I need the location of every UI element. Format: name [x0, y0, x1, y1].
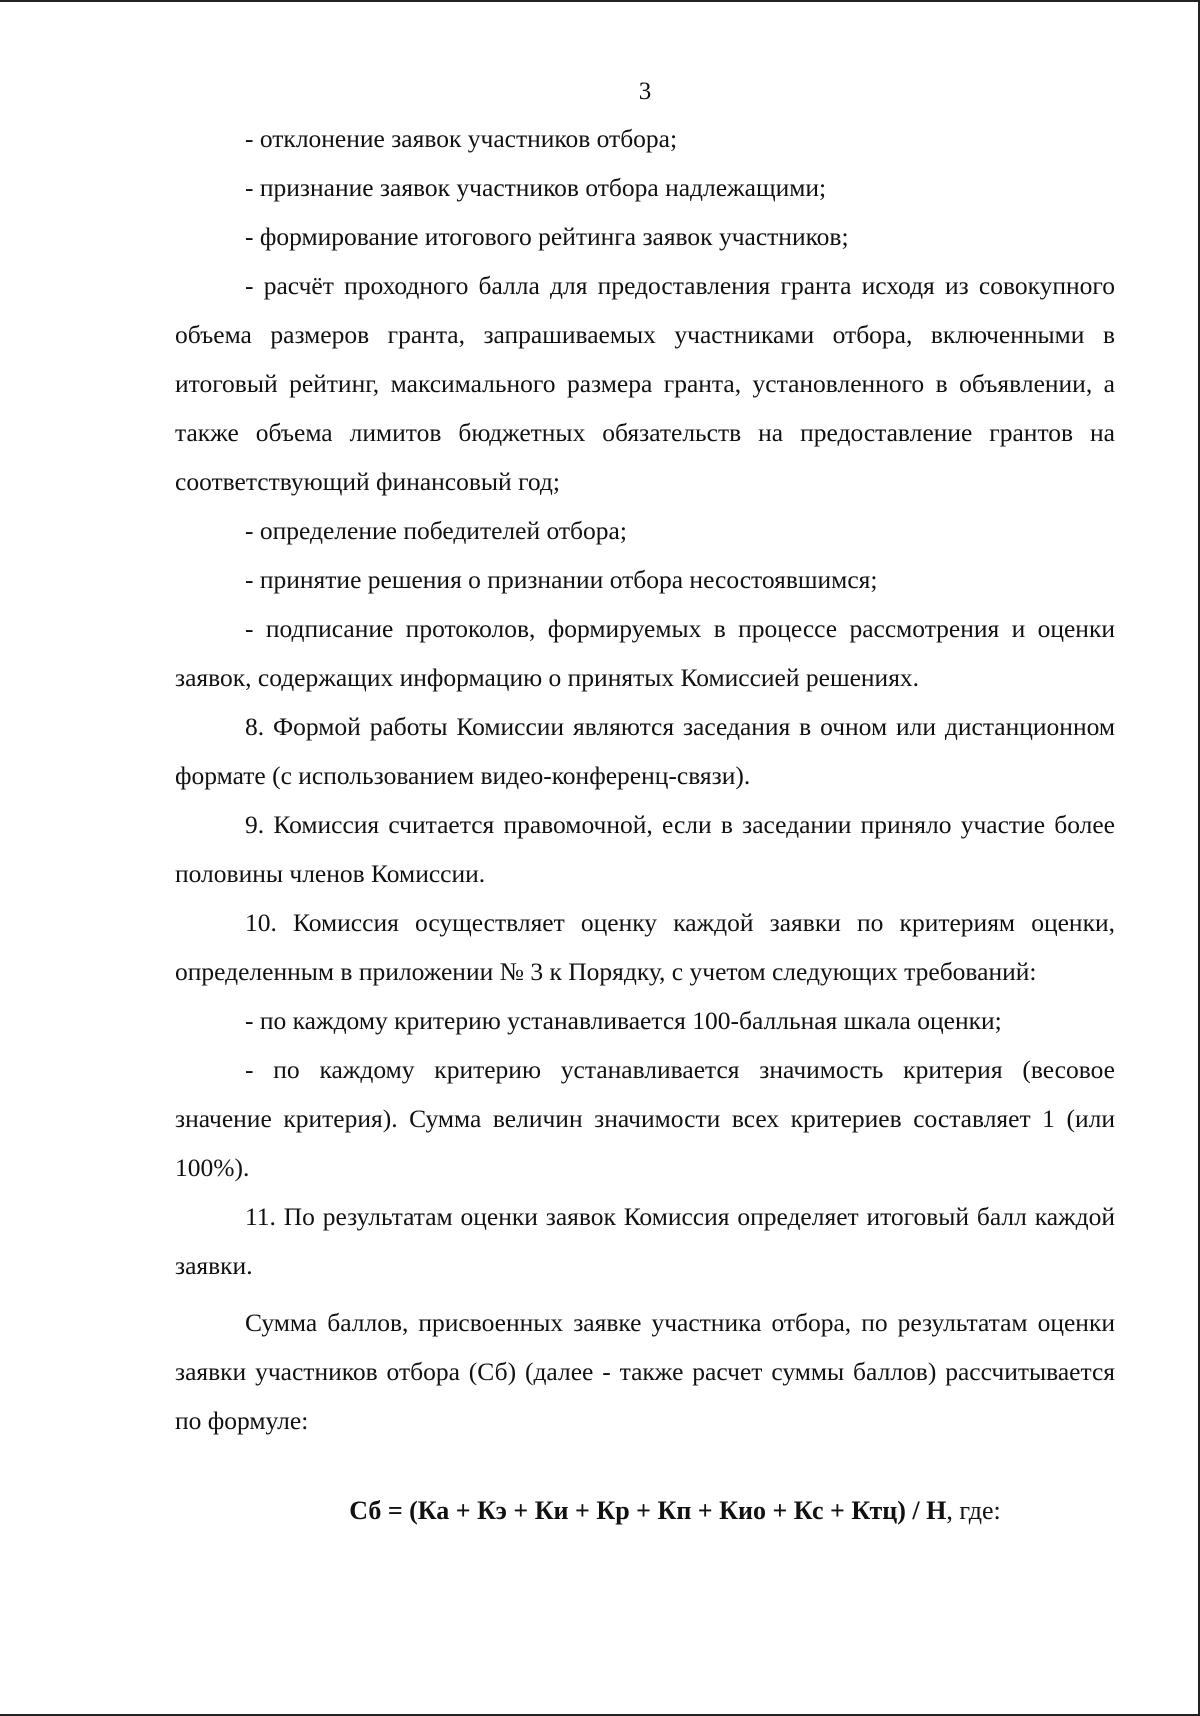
paragraph: - формирование итогового рейтинга заявок участников; [245, 222, 849, 251]
paragraph: - отклонение заявок участников отбора; [245, 124, 678, 153]
document-body [175, 114, 1115, 1535]
formula-tail: , где: [946, 1496, 1001, 1525]
paragraph: - по каждому критерию устанавливается 100-балльная шкала оценки; [245, 1006, 1002, 1035]
paragraph: - по каждому критерию устанавливается значимость критерия (весовое значение критерия). Сумма величин значимости всех критериев составляет 1 (или 100%). [175, 1055, 1115, 1182]
paragraph: 9. Комиссия считается правомочной, если в заседании приняло участие более половины членов Комиссии. [175, 810, 1115, 888]
paragraph: - принятие решения о признании отбора несостоявшимся; [245, 565, 878, 594]
paragraph: Сумма баллов, присвоенных заявке участника отбора, по результатам оценки заявки участников отбора (Сб) (далее - также расчет суммы баллов) рассчитывается по формуле: [175, 1308, 1115, 1435]
formula [175, 1486, 1115, 1535]
paragraph: - определение победителей отбора; [245, 516, 627, 545]
scan-edge-top [0, 0, 1200, 2]
formula-expression: Сб = (Ка + Кэ + Ки + Кр + Кп + Кио + Кс + Ктц) / Н [349, 1496, 947, 1525]
paragraph: - расчёт проходного балла для предоставления гранта исходя из совокупного объема размеров гранта, запрашиваемых участниками отбора, включенными в итоговый рейтинг, максимального размера гранта, установленного в объявлении, а также объема лимитов бюджетных обязательств на предоставление грантов на соответствующий финансовый год; [175, 271, 1115, 496]
paragraph: 11. По результатам оценки заявок Комиссия определяет итоговый балл каждой заявки. [175, 1202, 1115, 1280]
paragraph: 10. Комиссия осуществляет оценку каждой заявки по критериям оценки, определенным в приложении № 3 к Порядку, с учетом следующих требований: [175, 908, 1115, 986]
paragraph: - признание заявок участников отбора надлежащими; [245, 173, 827, 202]
page-number: 3 [638, 78, 652, 105]
paragraph: 8. Формой работы Комиссии являются заседания в очном или дистанционном формате (с использованием видео-конференц-связи). [175, 712, 1115, 790]
paragraph: - подписание протоколов, формируемых в процессе рассмотрения и оценки заявок, содержащих информацию о принятых Комиссией решениях. [175, 614, 1115, 692]
